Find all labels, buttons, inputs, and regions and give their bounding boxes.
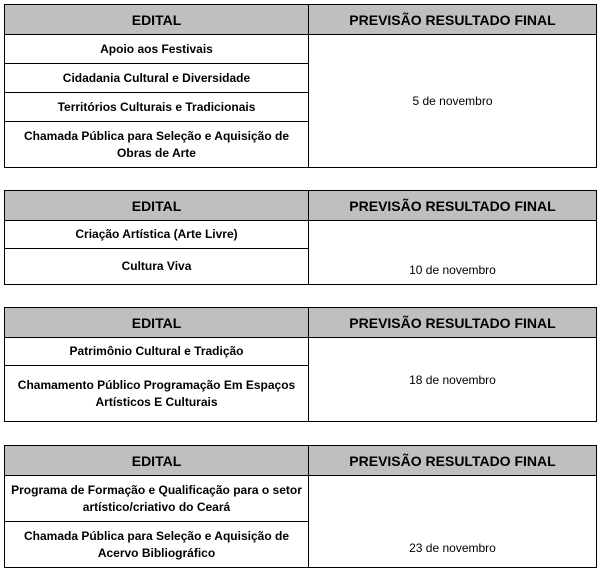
edital-table-4 — [4, 445, 597, 568]
header-previsao-resultado-final: PREVISÃO RESULTADO FINAL — [309, 308, 597, 338]
result-date: 10 de novembro — [309, 221, 597, 285]
result-date: 5 de novembro — [309, 35, 597, 168]
header-edital: EDITAL — [5, 308, 309, 338]
table-header-row — [5, 191, 597, 221]
table-row — [5, 338, 597, 366]
header-edital: EDITAL — [5, 5, 309, 35]
edital-name: Programa de Formação e Qualificação para o setor artístico/criativo do Ceará — [5, 476, 309, 522]
edital-name: Criação Artística (Arte Livre) — [5, 221, 309, 249]
edital-table-2 — [4, 190, 597, 285]
header-previsao-resultado-final: PREVISÃO RESULTADO FINAL — [309, 191, 597, 221]
edital-name: Patrimônio Cultural e Tradição — [5, 338, 309, 366]
edital-table-1 — [4, 4, 597, 168]
edital-name: Cultura Viva — [5, 249, 309, 285]
edital-table-3 — [4, 307, 597, 422]
edital-name: Territórios Culturais e Tradicionais — [5, 93, 309, 122]
header-previsao-resultado-final: PREVISÃO RESULTADO FINAL — [309, 5, 597, 35]
table-header-row — [5, 5, 597, 35]
header-previsao-resultado-final: PREVISÃO RESULTADO FINAL — [309, 446, 597, 476]
header-edital: EDITAL — [5, 446, 309, 476]
edital-name: Chamada Pública para Seleção e Aquisição de Obras de Arte — [5, 122, 309, 168]
edital-name: Apoio aos Festivais — [5, 35, 309, 64]
table-header-row — [5, 308, 597, 338]
result-date: 23 de novembro — [309, 476, 597, 568]
edital-name: Cidadania Cultural e Diversidade — [5, 64, 309, 93]
result-date: 18 de novembro — [309, 338, 597, 422]
table-row — [5, 476, 597, 522]
table-row — [5, 35, 597, 64]
header-edital: EDITAL — [5, 191, 309, 221]
table-header-row — [5, 446, 597, 476]
edital-name: Chamada Pública para Seleção e Aquisição de Acervo Bibliográfico — [5, 522, 309, 568]
table-row — [5, 221, 597, 249]
edital-name: Chamamento Público Programação Em Espaços Artísticos E Culturais — [5, 366, 309, 422]
